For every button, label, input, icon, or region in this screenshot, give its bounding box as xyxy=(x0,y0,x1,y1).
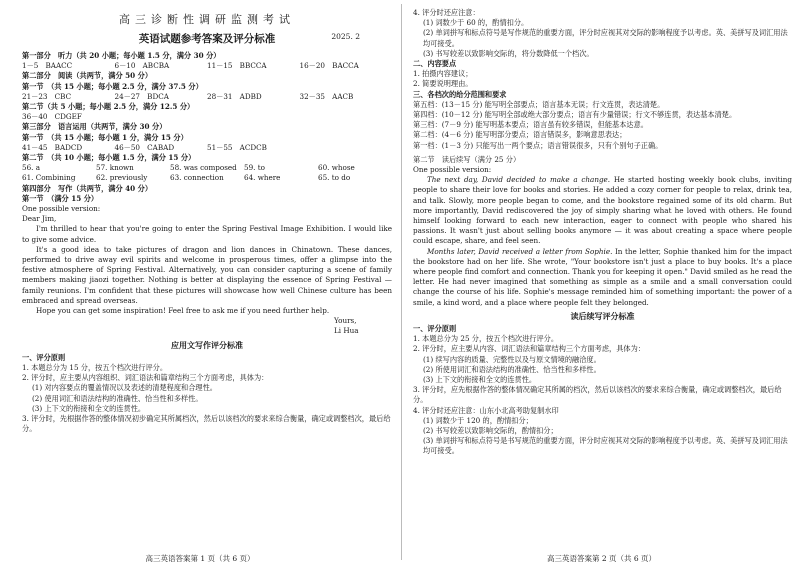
doc-title xyxy=(22,31,392,46)
exam-date: 2025. 2 xyxy=(331,32,360,41)
criteria-subitem: (3) 书写较差以致影响交际的，将分数降低一个档次。 xyxy=(423,48,594,58)
possible-version-label: One possible version: xyxy=(22,204,101,214)
criteria-subitem: (3) 上下文的衔接和全文的连贯性。 xyxy=(423,374,537,384)
grade-level-1: 第一档：(1－3 分) 只能写出一两个要点；语言错误很多，只有个别句子正确。 xyxy=(413,140,663,150)
exam-title: 高三诊断性调研监测考试 xyxy=(119,13,295,26)
answer-group: 11－15 BBCCA xyxy=(207,61,267,71)
part3-section2-heading: 第二节 （共 10 小题；每小题 1.5 分，满分 15 分） xyxy=(22,153,196,163)
criteria-heading: 一、评分原则 xyxy=(22,352,66,362)
part2-section1-heading: 第一节 （共 15 小题；每小题 2.5 分，满分 37.5 分） xyxy=(22,81,203,91)
continuation-writing-heading: 第二节 读后续写（满分 25 分） xyxy=(413,154,521,164)
listening-answers xyxy=(22,61,392,71)
content-point: 2. 简要说明理由。 xyxy=(413,79,473,89)
letter-closing: Yours, xyxy=(334,316,357,326)
story-paragraph xyxy=(413,175,792,246)
answer-group: 6－10 ABCBA xyxy=(114,61,170,71)
letter-paragraph: Hope you can get some inspiration! Feel free to ask me if you need further help. xyxy=(36,306,330,316)
grammar-answers-row1 xyxy=(22,163,392,173)
part2-section2-heading: 第二节（共 5 小题；每小题 2.5 分，满分 12.5 分） xyxy=(22,102,195,112)
grammar-answer: 61. Combining xyxy=(22,173,76,183)
grade-level-2: 第二档：(4－6 分) 能写明部分要点；语言错误多，影响意思表达； xyxy=(413,130,627,140)
letter-signature: Li Hua xyxy=(334,326,359,336)
grammar-answer: 65. to do xyxy=(318,173,351,183)
grade-level-3: 第三档：(7－9 分) 能写明基本要点；语言虽有较多错误，但能基本达意。 xyxy=(413,120,648,130)
grammar-answer: 57. known xyxy=(96,163,134,173)
content-points-heading: 二、内容要点 xyxy=(413,59,457,69)
criteria-item: 1. 本题总分为 15 分，按五个档次进行评分。 xyxy=(22,362,168,372)
possible-version-label: One possible version: xyxy=(413,165,492,175)
criteria-subitem: (2) 单词拼写和标点符号是写作规范的重要方面，评分时应视其对交际的影响程度予以考虑。英、美拼写及词汇用法均可接受。 xyxy=(423,28,788,48)
criteria-subitem: (2) 所使用词汇和语法结构的准确性、恰当性和多样性。 xyxy=(423,364,601,374)
answer-group: 46－50 CABAD xyxy=(114,142,175,152)
answer-group: 32－35 AACB xyxy=(299,91,354,101)
cloze-answers xyxy=(22,143,392,153)
story-paragraph xyxy=(413,247,792,308)
writing-criteria-title: 应用文写作评分标准 xyxy=(171,339,243,350)
story-body: In the letter, Sophie thanked him for the impact the bookstore had on her life. She wrote, "Your bookstore isn't just a place to buy books. It's a place where people find comfort and connection. Thank you for keeping it open." David smiled as he read the letter. He had never imagined that something as simple as a smile and a small conversation could change the course of his life. Sophie's message reminded him of something important: the power of a smile, a kind word, and a place where people felt they belonged. xyxy=(413,246,792,307)
criteria-subitem: (1) 词数少于 120 的，酌情扣分； xyxy=(423,415,533,425)
criteria-subitem: (1) 对内容要点的覆盖情况以及表述的清楚程度和合理性。 xyxy=(32,383,217,393)
answer-group: 28－31 ADBD xyxy=(207,91,262,101)
seven-choose-five-answers: 36－40 CDGEF xyxy=(22,112,82,122)
part2-heading: 第二部分 阅读（共两节，满分 50 分） xyxy=(22,71,153,81)
grammar-answer: 60. whose xyxy=(318,163,355,173)
answer-group: 41－45 BADCD xyxy=(22,142,83,152)
part4-section1-heading: 第一节 （满分 15 分） xyxy=(22,193,99,203)
answer-group: 51－55 ACDCB xyxy=(207,142,267,152)
right-page xyxy=(403,0,800,566)
story-lead-sentence: The next day, David decided to make a change. xyxy=(427,175,611,185)
letter-paragraph: It's a good idea to take pictures of dragon and lion dances in Chinatown. These dances, performed to drive away evil spirits and welcome in prosperous times, offer a glimpse into the festive atmosphere of Spring Festival. Alternatively, you can consider capturing a scene of family members making jiaozi together. Nothing is better at displaying the essence of Spring Festival — family reunions. I'm confident that these pictures will showcase how well Chinese culture has been embraced and spread overseas. xyxy=(22,244,392,305)
grade-level-5: 第五档：(13－15 分) 能写明全部要点；语言基本无误；行文连贯，表达清楚。 xyxy=(413,99,665,109)
part3-heading: 第三部分 语言运用（共两节，满分 30 分） xyxy=(22,122,167,132)
criteria-subitem: (2) 书写较差以致影响交际的，酌情扣分； xyxy=(423,425,558,435)
grammar-answer: 56. a xyxy=(22,163,41,173)
part1-heading: 第一部分 听力（共 20 小题；每小题 1.5 分，满分 30 分） xyxy=(22,51,221,60)
criteria-subitem: (1) 词数少于 60 的，酌情扣分。 xyxy=(423,18,529,28)
content-point: 1. 拍摄内容建议； xyxy=(413,69,473,79)
letter-salutation: Dear Jim, xyxy=(22,214,57,224)
story-body: He started hosting weekly book clubs, inviting people to share their love for books and stories. He added a cozy corner for people to relax, drink tea, and talk. Slowly, more people began to come, and the bookstore regained some of its old charm. But more importantly, David rediscovered the joy of simply sharing what he loved with others. He found himself looking forward to each new interaction, eager to connect with people who shared his passions. It wasn't just about selling books anymore — it was about creating a space where people could escape, share, and feel seen. xyxy=(413,175,792,246)
page-footer-left: 高三英语答案第 1 页（共 6 页） xyxy=(145,554,255,563)
answer-group: 1－5 BAACC xyxy=(22,61,73,71)
grammar-answer: 64. where xyxy=(244,173,281,183)
criteria-item: 4. 评分时还应注意： xyxy=(413,8,480,17)
story-lead-sentence: Months later, David received a letter from Sophie. xyxy=(427,246,613,256)
grammar-answers-row2 xyxy=(22,173,392,183)
part4-heading: 第四部分 写作（共两节，满分 40 分） xyxy=(22,183,153,193)
grade-levels-heading: 三、各档次的给分范围和要求 xyxy=(413,89,507,99)
page-footer-right: 高三英语答案第 2 页（共 6 页） xyxy=(546,554,657,563)
page-divider xyxy=(401,4,402,560)
answer-group: 21－23 CBC xyxy=(22,91,72,101)
criteria-subitem: (2) 使用词汇和语法结构的准确性、恰当性和多样性。 xyxy=(32,393,203,403)
grade-level-4: 第四档：(10－12 分) 能写明全部或绝大部分要点；语言有少量错误；行文不够连贯，表达基本清楚。 xyxy=(413,110,737,120)
continuation-criteria-title: 读后续写评分标准 xyxy=(570,310,635,321)
criteria-heading: 一、评分原则 xyxy=(413,323,457,333)
answer-group: 24－27 BDCA xyxy=(114,91,169,101)
doc-title-text: 英语试题参考答案及评分标准 xyxy=(138,33,276,45)
grammar-answer: 58. was composed xyxy=(170,163,237,173)
answer-group: 16－20 BACCA xyxy=(299,61,359,71)
criteria-item: 3. 评分时，先根据作答的整体情况初步确定其所属档次，然后以该档次的要求来综合衡量，确定或调整档次，最后给分。 xyxy=(22,413,391,434)
criteria-item: 4. 评分时还应注意：山东小北高考助复制水印 xyxy=(413,405,559,415)
criteria-subitem: (1) 续写内容的质量、完整性以及与原文情境的融洽度。 xyxy=(423,354,601,364)
criteria-subitem: (3) 单词拼写和标点符号是书写规范的重要方面，评分时应视其对交际的影响程度予以考虑。英、美拼写及词汇用法均可接受。 xyxy=(423,436,788,456)
criteria-item: 1. 本题总分为 25 分，按五个档次进行评分。 xyxy=(413,334,559,344)
criteria-subitem: (3) 上下文的衔接和全文的连贯性。 xyxy=(32,403,146,413)
grammar-answer: 59. to xyxy=(244,163,265,173)
criteria-item: 3. 评分时，应先根据作答的整体情况确定其所属的档次，然后以该档次的要求来综合衡量，确定或调整档次，最后给分。 xyxy=(413,385,782,405)
letter-paragraph: I'm thrilled to hear that you're going to enter the Spring Festival Image Exhibition. I would like to give some advice. xyxy=(22,224,392,244)
grammar-answer: 63. connection xyxy=(170,173,224,183)
reading-answers xyxy=(22,92,392,102)
part3-section1-heading: 第一节 （共 15 小题；每小题 1 分，满分 15 分） xyxy=(22,132,188,142)
criteria-item: 2. 评分时，应主要从内容、词汇语法和篇章结构三个方面考虑，具体为： xyxy=(413,344,645,354)
grammar-answer: 62. previously xyxy=(96,173,148,183)
criteria-item: 2. 评分时，应主要从内容组织、词汇语法和篇章结构三个方面考虑，具体为： xyxy=(22,373,269,383)
